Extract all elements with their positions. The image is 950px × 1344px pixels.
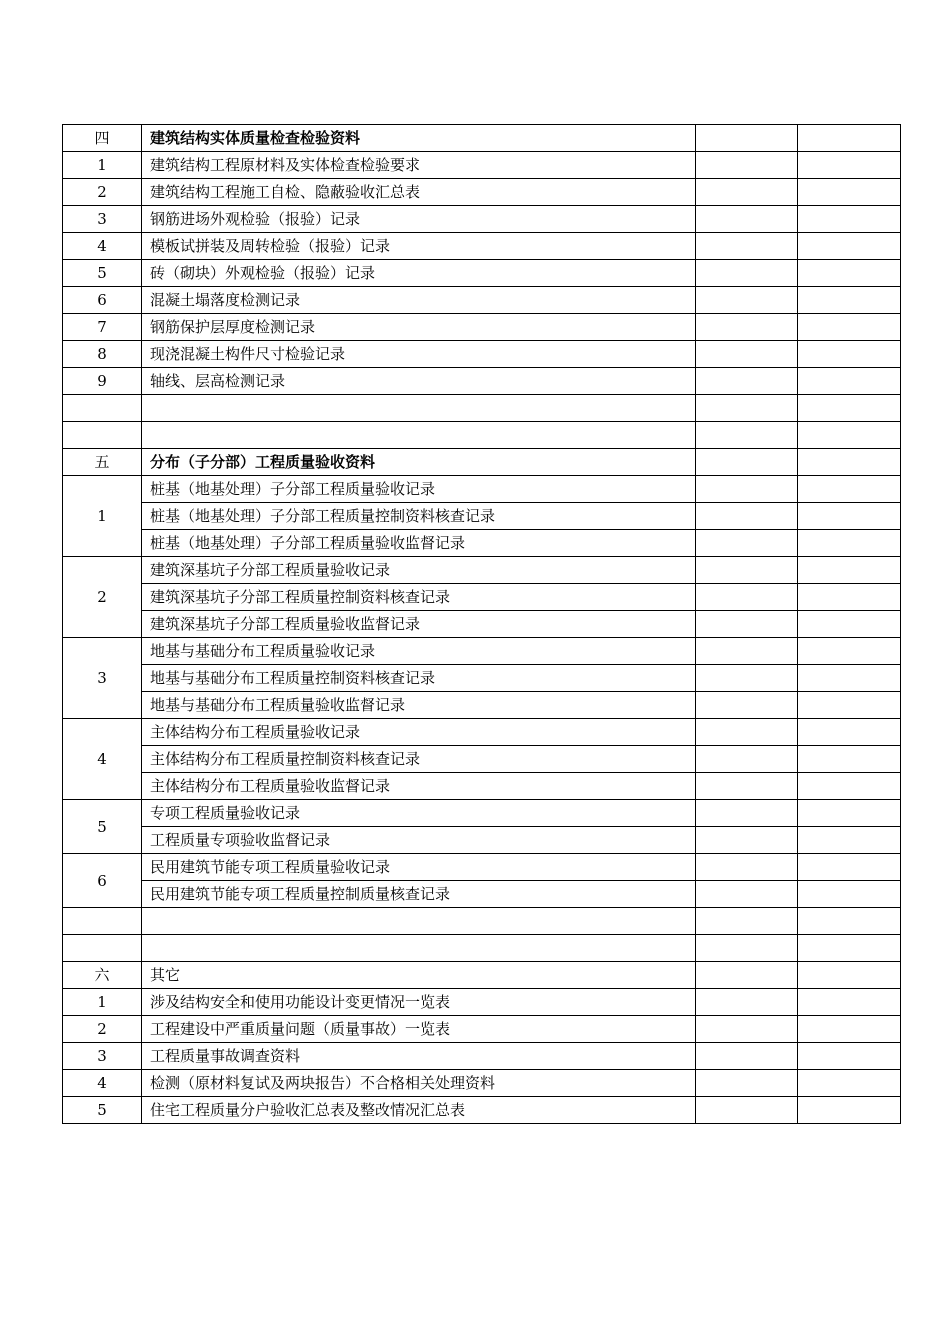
row-item: 钢筋进场外观检验（报验）记录 [142,206,696,233]
table-row [63,773,901,800]
row-number [63,935,142,962]
blank-cell [696,314,798,341]
blank-cell [696,827,798,854]
row-item: 建筑深基坑子分部工程质量控制资料核查记录 [142,584,696,611]
blank-cell [798,1043,901,1070]
row-item [142,908,696,935]
row-number: 2 [63,179,142,206]
section-number: 四 [63,125,142,152]
blank-cell [798,530,901,557]
row-item: 建筑深基坑子分部工程质量验收记录 [142,557,696,584]
blank-cell [696,962,798,989]
blank-cell [696,1070,798,1097]
row-number: 1 [63,476,142,557]
table-row [63,854,901,881]
row-number: 4 [63,1070,142,1097]
table-row [63,233,901,260]
blank-cell [696,476,798,503]
blank-cell [696,611,798,638]
blank-cell [696,854,798,881]
table-body [63,125,901,1124]
row-item: 工程质量事故调查资料 [142,1043,696,1070]
row-item: 主体结构分布工程质量验收监督记录 [142,773,696,800]
blank-cell [798,746,901,773]
blank-cell [798,368,901,395]
row-number: 4 [63,233,142,260]
row-item: 工程质量专项验收监督记录 [142,827,696,854]
row-item: 现浇混凝土构件尺寸检验记录 [142,341,696,368]
blank-cell [798,125,901,152]
row-item: 地基与基础分布工程质量验收监督记录 [142,692,696,719]
blank-cell [696,908,798,935]
row-item: 民用建筑节能专项工程质量控制质量核查记录 [142,881,696,908]
blank-cell [696,179,798,206]
table-row [63,530,901,557]
blank-cell [696,1043,798,1070]
table-row [63,1070,901,1097]
blank-cell [696,881,798,908]
row-item: 模板试拼装及周转检验（报验）记录 [142,233,696,260]
section-header-row [63,449,901,476]
row-item: 主体结构分布工程质量控制资料核查记录 [142,746,696,773]
row-number: 5 [63,1097,142,1124]
blank-cell [798,206,901,233]
blank-cell [696,800,798,827]
blank-cell [798,827,901,854]
table-row [63,476,901,503]
blank-cell [696,449,798,476]
blank-cell [696,665,798,692]
blank-cell [798,395,901,422]
row-number: 7 [63,314,142,341]
blank-cell [696,206,798,233]
blank-cell [798,935,901,962]
row-number: 2 [63,557,142,638]
table-row [63,341,901,368]
blank-cell [798,854,901,881]
row-number: 9 [63,368,142,395]
blank-cell [798,881,901,908]
table-row [63,1043,901,1070]
table-row [63,584,901,611]
row-number: 3 [63,638,142,719]
table-row [63,557,901,584]
row-number: 5 [63,800,142,854]
row-number: 3 [63,1043,142,1070]
table-row [63,503,901,530]
blank-cell [696,692,798,719]
blank-cell [798,800,901,827]
row-item: 建筑深基坑子分部工程质量验收监督记录 [142,611,696,638]
row-item: 专项工程质量验收记录 [142,800,696,827]
document-table [62,124,901,1124]
table-row [63,611,901,638]
blank-cell [798,557,901,584]
row-item: 建筑结构工程原材料及实体检查检验要求 [142,152,696,179]
row-number [63,908,142,935]
row-item: 钢筋保护层厚度检测记录 [142,314,696,341]
blank-cell [696,1016,798,1043]
section-title: 其它 [142,962,696,989]
row-number [63,395,142,422]
blank-cell [696,638,798,665]
table-row [63,260,901,287]
table-row [63,206,901,233]
row-item: 砖（砌块）外观检验（报验）记录 [142,260,696,287]
table-row [63,719,901,746]
row-item: 检测（原材料复试及两块报告）不合格相关处理资料 [142,1070,696,1097]
table-row [63,1016,901,1043]
blank-cell [696,503,798,530]
table-row [63,179,901,206]
table-row [63,989,901,1016]
row-number: 3 [63,206,142,233]
row-number: 6 [63,854,142,908]
section-title: 分布（子分部）工程质量验收资料 [142,449,696,476]
blank-cell [696,719,798,746]
blank-cell [696,935,798,962]
section-header-row [63,962,901,989]
blank-cell [798,179,901,206]
row-item [142,395,696,422]
blank-cell [696,368,798,395]
blank-cell [798,719,901,746]
row-number [63,422,142,449]
table-row [63,395,901,422]
row-item: 混凝土塌落度检测记录 [142,287,696,314]
blank-cell [696,746,798,773]
blank-cell [696,530,798,557]
blank-cell [798,314,901,341]
blank-cell [798,638,901,665]
row-item: 桩基（地基处理）子分部工程质量验收记录 [142,476,696,503]
blank-cell [696,287,798,314]
table-row [63,422,901,449]
blank-cell [798,476,901,503]
blank-cell [798,233,901,260]
blank-cell [798,665,901,692]
blank-cell [798,341,901,368]
blank-cell [696,557,798,584]
blank-cell [798,260,901,287]
table-row [63,152,901,179]
blank-cell [696,125,798,152]
blank-cell [696,584,798,611]
row-number: 6 [63,287,142,314]
section-title: 建筑结构实体质量检查检验资料 [142,125,696,152]
row-number: 1 [63,989,142,1016]
blank-cell [798,422,901,449]
blank-cell [696,1097,798,1124]
row-number: 8 [63,341,142,368]
blank-cell [798,1097,901,1124]
row-item: 主体结构分布工程质量验收记录 [142,719,696,746]
blank-cell [696,422,798,449]
row-item: 桩基（地基处理）子分部工程质量验收监督记录 [142,530,696,557]
section-header-row [63,125,901,152]
table-row [63,692,901,719]
blank-cell [798,611,901,638]
table-row [63,1097,901,1124]
row-item: 涉及结构安全和使用功能设计变更情况一览表 [142,989,696,1016]
blank-cell [798,773,901,800]
blank-cell [798,287,901,314]
table-row [63,800,901,827]
blank-cell [798,449,901,476]
blank-cell [798,692,901,719]
blank-cell [696,341,798,368]
row-item: 住宅工程质量分户验收汇总表及整改情况汇总表 [142,1097,696,1124]
table-row [63,287,901,314]
row-item: 工程建设中严重质量问题（质量事故）一览表 [142,1016,696,1043]
table-row [63,368,901,395]
row-item [142,422,696,449]
row-item [142,935,696,962]
table-row [63,935,901,962]
table-row [63,638,901,665]
blank-cell [696,773,798,800]
table-row [63,314,901,341]
blank-cell [696,989,798,1016]
blank-cell [798,152,901,179]
section-number: 五 [63,449,142,476]
blank-cell [798,584,901,611]
blank-cell [798,989,901,1016]
blank-cell [696,260,798,287]
table-row [63,881,901,908]
blank-cell [798,908,901,935]
blank-cell [696,152,798,179]
row-number: 4 [63,719,142,800]
table-row [63,827,901,854]
row-item: 地基与基础分布工程质量验收记录 [142,638,696,665]
blank-cell [696,395,798,422]
row-item: 民用建筑节能专项工程质量验收记录 [142,854,696,881]
row-number: 5 [63,260,142,287]
row-item: 地基与基础分布工程质量控制资料核查记录 [142,665,696,692]
blank-cell [798,1016,901,1043]
row-number: 1 [63,152,142,179]
blank-cell [696,233,798,260]
row-item: 建筑结构工程施工自检、隐蔽验收汇总表 [142,179,696,206]
table-row [63,908,901,935]
table-row [63,665,901,692]
blank-cell [798,962,901,989]
blank-cell [798,503,901,530]
section-number: 六 [63,962,142,989]
table-row [63,746,901,773]
blank-cell [798,1070,901,1097]
row-item: 桩基（地基处理）子分部工程质量控制资料核查记录 [142,503,696,530]
row-item: 轴线、层高检测记录 [142,368,696,395]
row-number: 2 [63,1016,142,1043]
